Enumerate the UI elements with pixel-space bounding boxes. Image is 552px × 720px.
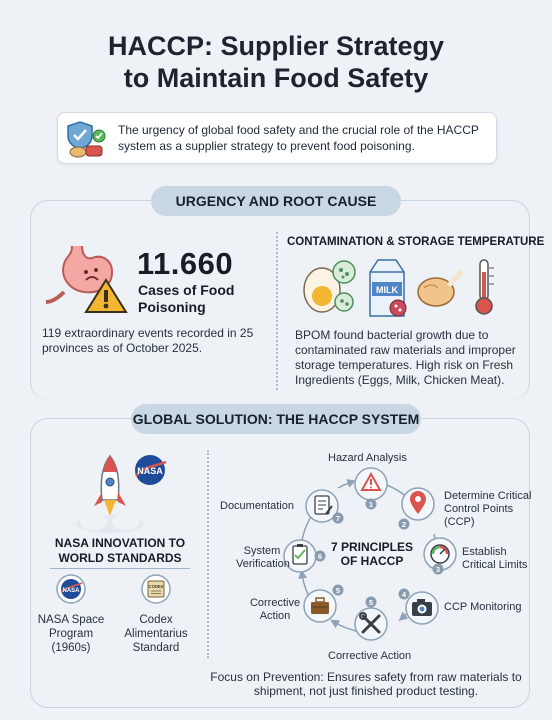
principle-4-badge: 4 (401, 590, 407, 599)
principle-7-label: Documentation (220, 500, 294, 512)
principle-2-label: Determine Critical Control Points (CCP) (444, 490, 532, 528)
haccp-center-label: 7 PRINCIPLES OF HACCP (330, 540, 414, 568)
principle-2-ccp-node (398, 486, 438, 530)
codex-standard-caption: Codex Alimentarius Standard (124, 614, 188, 654)
events-text: 119 extraordinary events recorded in 25 provinces as of October 2025. (42, 326, 254, 355)
food-safety-shield-icon (66, 118, 108, 160)
principle-2-badge: 2 (401, 520, 407, 529)
principle-4-label: CCP Monitoring (444, 601, 522, 613)
cases-label: Cases of Food Poisoning (138, 282, 235, 315)
contamination-title: CONTAMINATION & STORAGE TEMPERATURE (287, 236, 545, 248)
principle-7-documentation-node (302, 488, 348, 528)
rocket-nasa-icon (74, 452, 172, 534)
stomach-warning-icon (42, 242, 132, 314)
principle-6-verification-node (282, 536, 328, 576)
egg-bacteria-icon (300, 258, 358, 318)
prevention-footer-text: Focus on Prevention: Ensures safety from raw materials to shipment, not just finished product testing. (210, 670, 522, 698)
chicken-meat-icon (414, 266, 464, 312)
nasa-logo-icon (56, 574, 86, 604)
section2-divider (207, 450, 209, 658)
section1-divider (276, 232, 278, 390)
principle-5b-label: Corrective Action (249, 597, 301, 622)
principle-3-badge: 3 (435, 565, 441, 574)
principle-3-label: Establish Critical Limits (462, 546, 528, 571)
contamination-text: BPOM found bacterial growth due to contaminated raw materials and improper storage temperatures. High risk on Fresh Ingredients (Eggs, Milk, Chicken Meat). (295, 328, 516, 387)
codex-book-icon (141, 574, 171, 604)
solution-section-heading: GLOBAL SOLUTION: THE HACCP SYSTEM (131, 404, 421, 434)
principle-5-toolbox-node (302, 584, 346, 626)
page-title (0, 30, 552, 94)
thermometer-icon (470, 258, 498, 316)
principle-4-monitoring-node (398, 588, 442, 628)
principle-1-hazard-node (351, 466, 391, 510)
codex-icon-label: CODEX (148, 584, 164, 589)
title-line-1: HACCP: Supplier Strategy (107, 31, 445, 61)
principle-5b-badge: 5 (335, 586, 341, 595)
intro-card (57, 112, 497, 164)
principle-6-label: System Verification (236, 545, 290, 570)
principle-1-label: Hazard Analysis (328, 452, 407, 464)
principle-6-badge: 6 (317, 552, 323, 561)
urgency-section-heading: URGENCY AND ROOT CAUSE (151, 186, 401, 216)
nasa-title-underline (50, 568, 190, 569)
intro-text: The urgency of global food safety and the crucial role of the HACCP system as a supplier strategy to prevent food poisoning. (118, 123, 479, 153)
food-poisoning-case-count: 11.660 (137, 246, 234, 281)
principle-3-limits-node (420, 536, 464, 576)
principle-7-badge: 7 (335, 514, 341, 523)
principle-5-tools-node (351, 596, 391, 646)
title-line-2: to Maintain Food Safety (123, 63, 429, 93)
principle-5-label: Corrective Action (328, 650, 412, 662)
nasa-badge-label: NASA (137, 466, 163, 476)
milk-carton-icon (362, 258, 412, 318)
nasa-logo-label: NASA (62, 588, 80, 594)
milk-carton-label: MILK (376, 285, 398, 295)
nasa-innovation-title: NASA INNOVATION TO WORLD STANDARDS (54, 536, 186, 565)
principle-1-badge: 1 (368, 500, 374, 509)
principle-5-badge: 5 (368, 598, 374, 607)
nasa-program-caption: NASA Space Program (1960s) (37, 614, 105, 654)
